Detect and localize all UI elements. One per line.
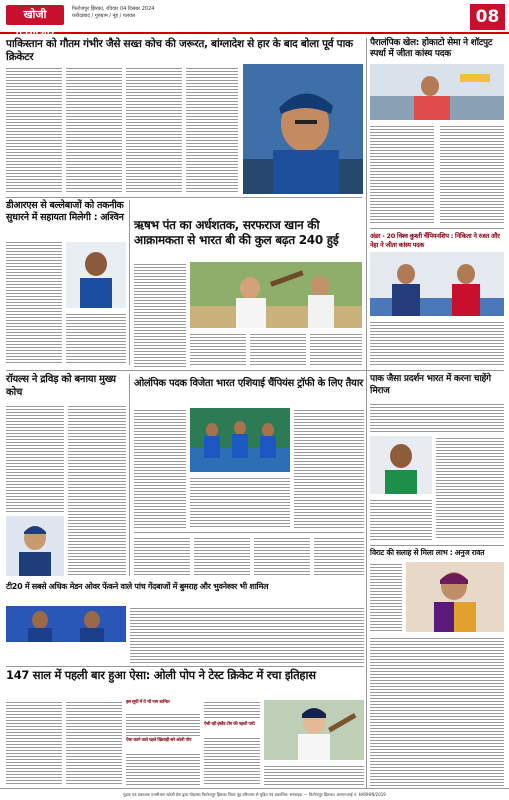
gambhir-text-col-2 [66,66,122,194]
pant-text-col-2 [190,332,246,367]
gambhir-photo [243,64,363,194]
footer-imprint: मुद्रक एवं प्रकाशक एनसीआर खोजी प्रेस द्वारा मोहल्ला फिरोजपुर झिरका जिला नूंह हरियाणा से मुद्रित एवं प्रकाशित। सम्पादक — फिरोजपुर झिरका। आरएनआई नं. HARHIN/2019 [0,788,509,800]
divider [6,666,364,667]
divider [370,228,504,229]
pope-subhead-2: ऐसा करने वाले पहले खिलाड़ी बने ओली पोप [126,738,192,743]
pope-text-col-2 [66,700,122,786]
t20-text-col-3 [254,536,310,576]
headline-pope: 147 साल में पहली बार हुआ ऐसा: ओली पोप ने टेस्ट क्रिकेट में रचा इतिहास [6,668,316,682]
archery-photo [370,252,504,316]
pant-text-col-3 [250,332,306,367]
t20-text-col-5 [130,606,364,664]
gambhir-text-col-4 [186,66,238,194]
gambhir-text-col-1 [6,66,62,194]
masthead-date-line: फिरोजपुर झिरका, रविवार 04 दिसंबर 2024 [72,6,155,12]
ashwin-text-col-1 [6,240,62,365]
headline-t20: टी20 में सबसे अधिक मेडन ओवर फेंकने वाले पांच गेंदबाजों में बुमराह और भुवनेश्वर भी शामिल [6,582,269,591]
divider [6,370,504,371]
dravid-text-col-1 [6,404,64,514]
dravid-text-col-2 [68,404,126,576]
kohli-photo [406,562,504,632]
headline-ashwin: डीआरएस से बल्लेबाजों को तकनीक सुधारने में सहायता मिलेगी : अश्विन [6,200,124,223]
pope-text-col-7 [264,764,364,786]
siraj-photo [370,436,432,494]
headline-dravid: रॉयल्स ने द्रविड़ को बनाया मुख्य कोच [6,374,116,398]
t20-text-col-4 [314,536,364,576]
hockey-text-col-3 [190,476,290,528]
shooting-text-col-2 [440,124,504,224]
pope-text-col-6 [204,736,260,786]
headline-archery: अंडर - 20 विश्व कुश्ती चैंपियनशिप : निकिता ने रजत और नेहा ने जीता कांस्य पदक [370,232,500,249]
pope-text-col-3 [126,712,200,736]
pope-text-col-1 [6,700,62,786]
headline-pant: ऋषभ पंत का अर्धशतक, सरफराज खान की आक्रामकता से भारत बी की कुल बढ़त 240 हुई [134,218,339,247]
kohli-text-col-2 [370,636,504,786]
pope-subhead-3: ऐसी रही इंग्लैंड टीम की पहली पारी [204,722,255,727]
ashwin-text-col-2 [66,312,126,365]
t20-photo-bumrah [6,606,126,642]
pope-text-col-5 [204,700,260,720]
pant-photo [190,262,362,328]
hockey-text-col-2 [294,408,364,528]
t20-text-col-1 [134,536,190,576]
headline-gambhir: पाकिस्तान को गौतम गंभीर जैसे सख्त कोच की जरूरत, बांग्लादेश से हार के बाद बोला पूर्व पाक क्रिकेटर [6,38,353,63]
divider [134,532,364,533]
divider [129,200,130,365]
ashwin-photo [66,242,126,308]
headline-siraj: पाक जैसा प्रदर्शन भारत में करना चाहेंगे मिराज [370,374,491,396]
siraj-text-intro [370,402,504,432]
pant-text-col-1 [134,262,186,367]
siraj-text-col-2 [436,436,504,540]
masthead-info [72,6,272,20]
pope-subhead-1: इस सूची में ये भी नाम शामिल [126,700,170,705]
kohli-text-col-1 [370,562,402,632]
divider [6,197,362,198]
divider [129,374,130,576]
brand-logo: खोजी एनसीआर [6,5,64,25]
pope-text-col-4 [126,752,200,786]
page-number: 08 [470,4,505,30]
pant-text-col-4 [310,332,362,367]
shooting-text-col-1 [370,124,434,224]
siraj-text-col-1 [370,498,432,540]
hockey-text-col-1 [134,408,186,528]
hockey-photo [190,408,290,472]
t20-text-col-2 [194,536,250,576]
masthead-region-line: फरीदाबाद / गुरुग्राम / नूंह / पलवल [72,13,136,19]
divider [366,38,367,788]
shooting-photo [370,64,504,120]
archery-text [370,320,504,365]
headline-hockey: ओलंपिक पदक विजेता भारत एशियाई चैंपियंस ट्रॉफी के लिए तैयार [134,378,363,389]
dravid-photo [6,516,64,576]
pope-photo [264,700,364,760]
headline-shooting: पैरालंपिक खेल: होकाटो सेमा ने शॉटपुट स्पर्धा में जीता कांस्य पदक [370,38,493,59]
gambhir-text-col-3 [126,66,182,194]
headline-kohli: विराट की सलाह से मिला लाभ : अनुज रावत [370,548,485,557]
divider [370,545,504,546]
